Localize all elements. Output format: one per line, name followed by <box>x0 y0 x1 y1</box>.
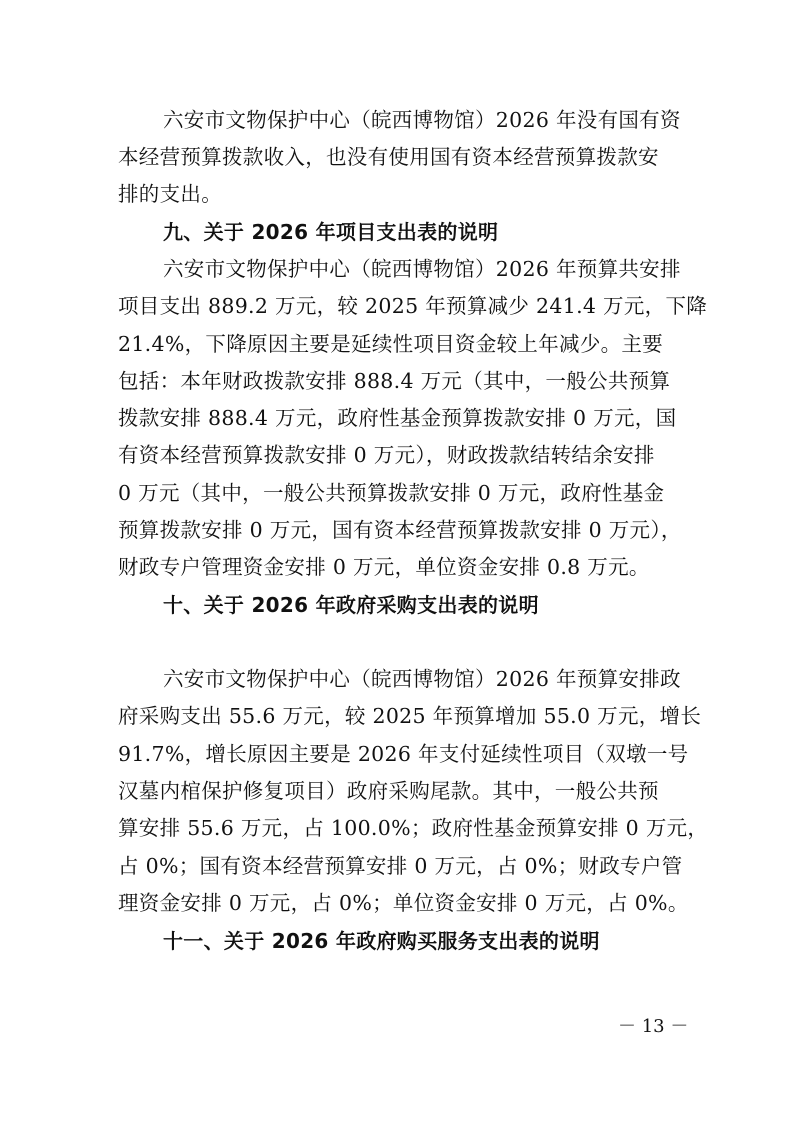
paragraph-line: 府采购支出 55.6 万元，较 2025 年预算增加 55.0 万元，增长 <box>118 704 702 728</box>
paragraph-line: 本经营预算拨款收入，也没有使用国有资本经营预算拨款安 <box>118 145 659 169</box>
paragraph-line: 有资本经营预算拨款安排 0 万元），财政拨款结转结余安排 <box>118 443 655 467</box>
paragraph-line: 预算拨款安排 0 万元，国有资本经营预算拨款安排 0 万元）， <box>118 518 682 542</box>
paragraph-line: 理资金安排 0 万元，占 0%；单位资金安排 0 万元，占 0%。 <box>118 891 689 915</box>
paragraph-line: 拨款安排 888.4 万元，政府性基金预算拨款安排 0 万元，国 <box>118 406 677 430</box>
section-heading: 九、关于 2026 年项目支出表的说明 <box>163 220 499 244</box>
section-heading: 十、关于 2026 年政府采购支出表的说明 <box>163 593 539 617</box>
paragraph-line: 包括：本年财政拨款安排 888.4 万元（其中，一般公共预算 <box>118 369 671 393</box>
paragraph-line: 六安市文物保护中心（皖西博物馆）2026 年没有国有资 <box>163 108 681 132</box>
section-heading: 十一、关于 2026 年政府购买服务支出表的说明 <box>163 929 600 953</box>
paragraph-line: 91.7%，增长原因主要是 2026 年支付延续性项目（双墩一号 <box>118 742 689 766</box>
paragraph-line: 六安市文物保护中心（皖西博物馆）2026 年预算共安排 <box>163 257 681 281</box>
paragraph-line: 占 0%；国有资本经营预算安排 0 万元，占 0%；财政专户管 <box>118 854 683 878</box>
paragraph-line: 财政专户管理资金安排 0 万元，单位资金安排 0.8 万元。 <box>118 555 650 579</box>
paragraph-line: 排的支出。 <box>118 182 222 206</box>
paragraph-line: 六安市文物保护中心（皖西博物馆）2026 年预算安排政 <box>163 667 681 691</box>
paragraph-line: 0 万元（其中，一般公共预算拨款安排 0 万元，政府性基金 <box>118 481 665 505</box>
paragraph-line: 汉墓内棺保护修复项目）政府采购尾款。其中，一般公共预 <box>118 779 659 803</box>
paragraph-line: 21.4%，下降原因主要是延续性项目资金较上年减少。主要 <box>118 332 664 356</box>
paragraph-line: 算安排 55.6 万元，占 100.0%；政府性基金预算安排 0 万元， <box>118 816 709 840</box>
page-number: － 13 － <box>618 1016 689 1037</box>
paragraph-line: 项目支出 889.2 万元，较 2025 年预算减少 241.4 万元，下降 <box>118 294 708 318</box>
